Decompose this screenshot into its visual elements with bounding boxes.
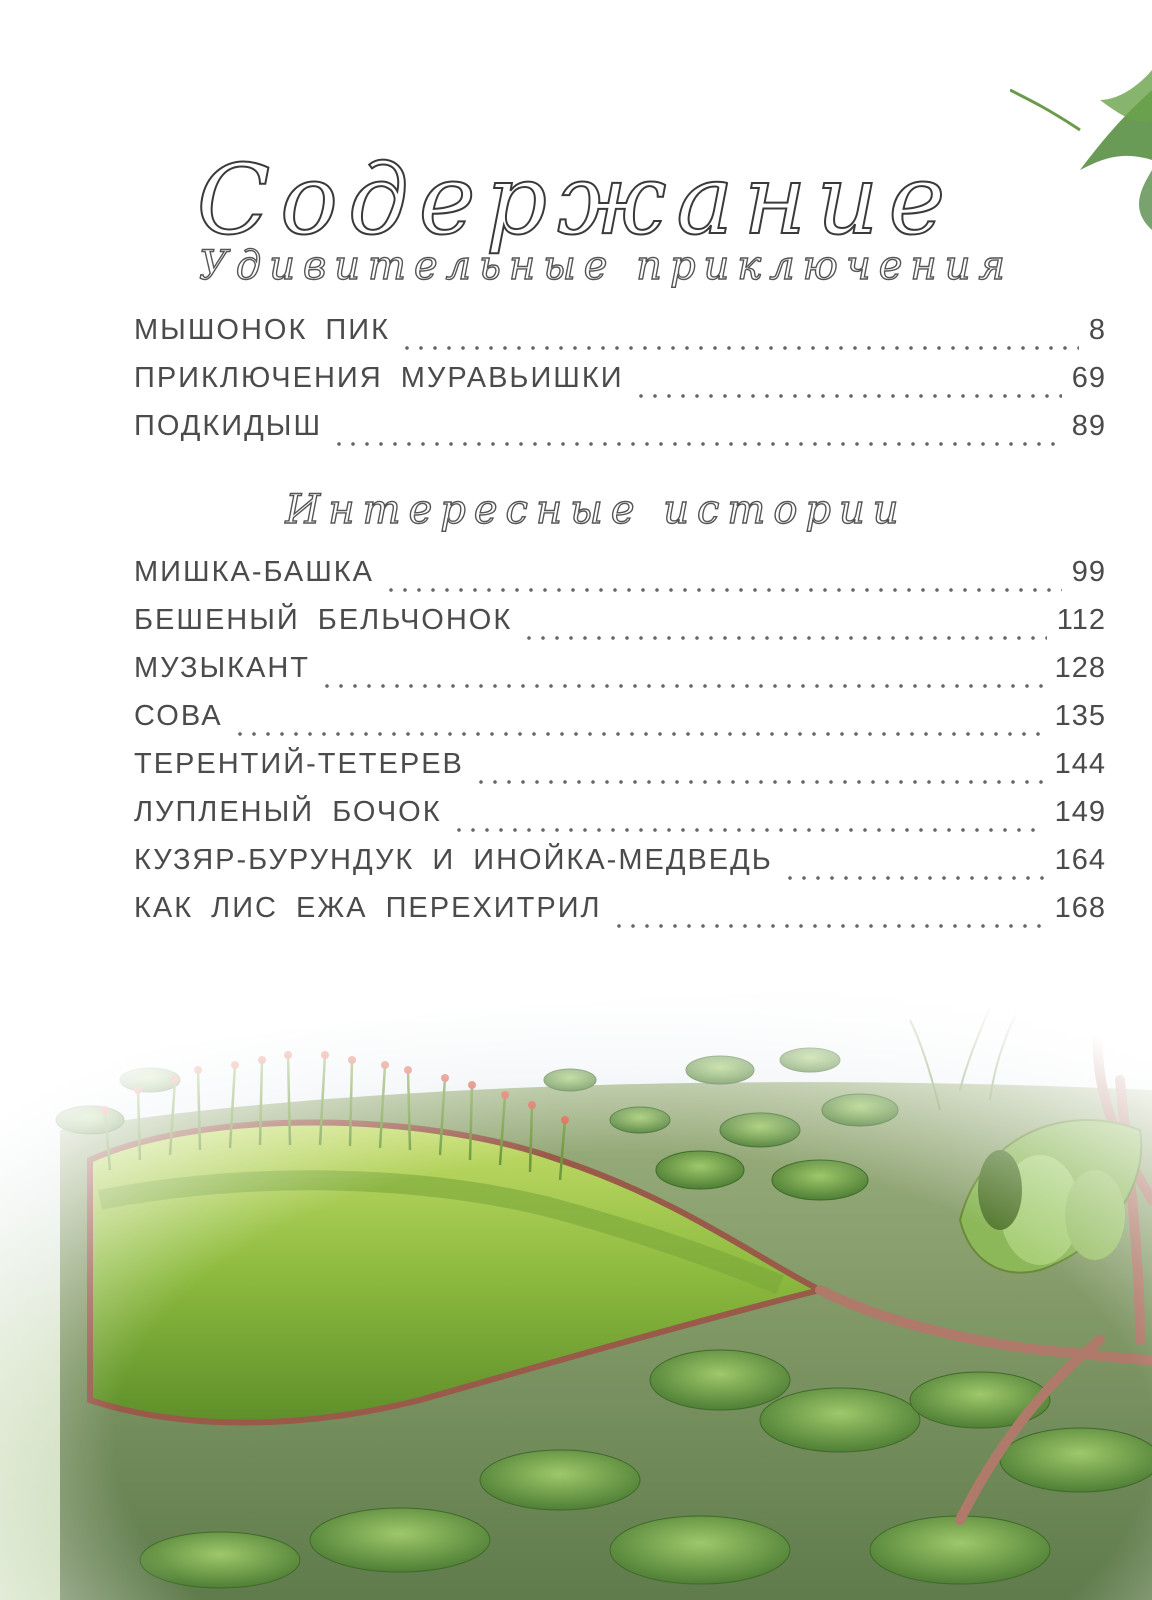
section-heading-adventures: Удивительные приключения [198,243,1014,289]
toc-entry-title: БЕШЕНЫЙ БЕЛЬЧОНОК [134,604,513,636]
toc-entry-page: 69 [1071,362,1106,394]
toc-entry[interactable] [134,362,1106,410]
toc-entry-title: ПРИКЛЮЧЕНИЯ МУРАВЬИШКИ [134,362,624,394]
toc-entry-page: 8 [1088,314,1106,346]
toc-entry[interactable] [134,748,1106,796]
dot-leader [612,923,1045,929]
section-heading-stories: Интересные истории [285,487,907,533]
dot-leader [522,635,1047,641]
sundew-pond-illustration [0,960,1152,1600]
toc-entry[interactable] [134,410,1106,458]
toc-entry-page: 89 [1071,410,1106,442]
toc-entry-title: КАК ЛИС ЕЖА ПЕРЕХИТРИЛ [134,892,602,924]
dot-leader [400,345,1079,351]
contents-title: Содержание [196,144,956,257]
toc-entry-title: МЫШОНОК ПИК [134,314,390,346]
toc-entry-title: ЛУПЛЕНЫЙ БОЧОК [134,796,442,828]
toc-entry[interactable] [134,556,1106,604]
toc-entry-page: 135 [1054,700,1106,732]
dot-leader [320,683,1045,689]
toc-entry-title: ПОДКИДЫШ [134,410,323,442]
toc-entry-title: СОВА [134,700,223,732]
dot-leader [634,393,1062,399]
toc-entry-title: МИШКА-БАШКА [134,556,375,588]
toc-list-stories [134,556,1106,940]
toc-list-adventures [134,314,1106,458]
toc-entry-page: 112 [1056,604,1106,636]
dot-leader [452,827,1045,833]
toc-entry[interactable] [134,700,1106,748]
toc-entry-title: МУЗЫКАНТ [134,652,311,684]
toc-entry[interactable] [134,314,1106,362]
toc-entry-page: 164 [1054,844,1106,876]
toc-entry[interactable] [134,844,1106,892]
dot-leader [384,587,1062,593]
dot-leader [783,875,1045,881]
toc-entry-page: 128 [1054,652,1106,684]
dot-leader [474,779,1045,785]
toc-entry-page: 144 [1054,748,1106,780]
toc-entry-title: КУЗЯР-БУРУНДУК И ИНОЙКА-МЕДВЕДЬ [134,844,773,876]
toc-entry[interactable] [134,604,1106,652]
toc-entry-title: ТЕРЕНТИЙ-ТЕТЕРЕВ [134,748,464,780]
toc-entry[interactable] [134,652,1106,700]
toc-entry-page: 149 [1054,796,1106,828]
dot-leader [332,441,1062,447]
toc-entry-page: 99 [1071,556,1106,588]
toc-entry-page: 168 [1054,892,1106,924]
dot-leader [233,731,1045,737]
toc-entry[interactable] [134,892,1106,940]
toc-entry[interactable] [134,796,1106,844]
